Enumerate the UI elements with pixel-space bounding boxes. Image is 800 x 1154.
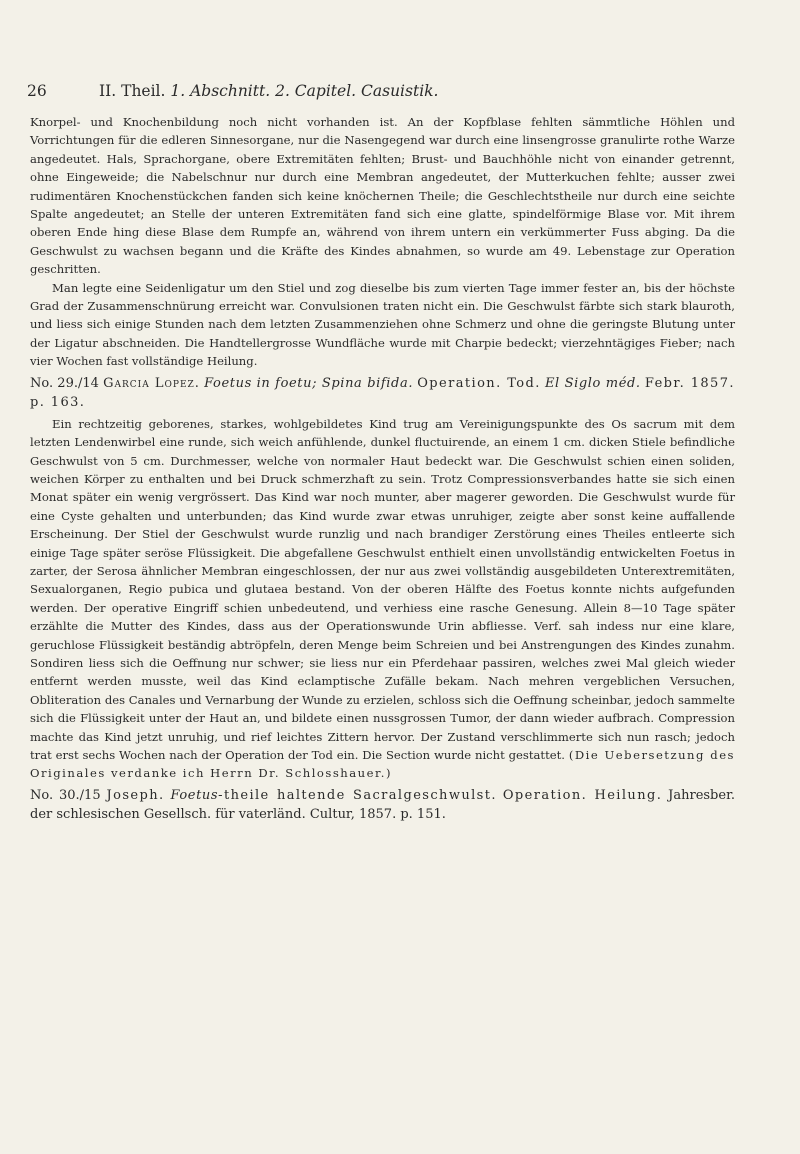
case-source: Jahresber. der schlesischen Gesellsch. für vaterländ. Cultur, 1857. p. 151. xyxy=(30,787,735,822)
case-number: No. 29./14 xyxy=(30,375,99,391)
case-source-journal: El Siglo méd. xyxy=(544,375,641,391)
page-number: 26 xyxy=(27,82,47,100)
case-author: Garcia Lopez. xyxy=(103,375,200,391)
case-outcome: Operation. Tod. xyxy=(417,375,541,391)
main-text xyxy=(30,113,735,824)
header-chapter: 2. Capitel. xyxy=(275,82,357,100)
case-number: No. 30./15 xyxy=(30,787,101,803)
paragraph-case-29 xyxy=(30,415,735,783)
case-outcome: Operation. Heilung. xyxy=(502,787,663,803)
header-topic: Casuistik. xyxy=(361,82,439,100)
case-title-italic: Foetus xyxy=(170,787,219,803)
case-title: Foetus in foetu; Spina bifida. xyxy=(204,375,414,391)
case-author: Joseph. xyxy=(106,787,165,803)
translation-note: (Die Uebersetzung des Originales verdanke ich Herrn Dr. Schlosshauer.) xyxy=(30,748,736,781)
case-heading-30 xyxy=(30,786,735,824)
case-title-rest: -theile haltende Sacralgeschwulst. xyxy=(218,787,497,803)
header-section: 1. Abschnitt. xyxy=(170,82,271,100)
case-29-text: Ein rechtzeitig geborenes, starkes, wohlgebildetes Kind trug am Vereinigungspunkte des Os sacrum mit dem letzten Lendenwirbel eine runde, sich weich anfühlende, dunkel fluctuirende, an einem 1 cm. dicken Stiele befindliche Geschwulst von 5 cm. Durchmesser, welche von normaler Haut bedeckt war. Die Geschwulst schien einen soliden, weichen Körper zu enthalten und bei Druck schmerzhaft zu sein. Trotz Compressionsverbandes hatte sie sich einen Monat später ein wenig vergrössert. Das Kind war noch munter, aber magerer geworden. Die Geschwulst wurde für eine Cyste gehalten und unterbunden; das Kind wurde zwar etwas unruhiger, zeigte aber sonst keine auffallende Erscheinung. Der Stiel der Geschwulst wurde runzlig und nach brandiger Zerstörung eines Theiles entleerte sich einige Tage später seröse Flüssigkeit. Die abgefallene Geschwulst enthielt einen unvollständig entwickelten Foetus in zarter, der Serosa ähnlicher Membran eingeschlossen, der nur aus zwei vollständig ausgebildeten Unterextremitäten, Sexualorganen, Regio pubica und glutaea bestand. Von der oberen Hälfte des Foetus konnte nichts aufgefunden werden. Der operative Eingriff schien unbedeutend, und verhiess eine rasche Genesung. Allein 8—10 Tage später erzählte die Mutter des Kindes, dass aus der Operationswunde Urin abfliesse. Verf. sah indess nur eine klare, geruchlose Flüssigkeit beständig abtröpfeln, deren Menge beim Schreien und bei Anstrengungen des Kindes zunahm. Sondiren liess sich die Oeffnung nur schwer; sie liess nur ein Pferdehaar passiren, welches zwei Mal gleich wieder entfernt werden musste, weil das Kind eclamptische Zufälle bekam. Nach mehren vergeblichen Versuchen, Obliteration des Canales und Vernarbung der Wunde zu erzielen, schloss sich die Oeffnung scheinbar, jedoch sammelte sich die Flüssigkeit unter der Haut an, und bildete einen nussgrossen Tumor, der dann wieder aufbrach. Compression machte das Kind jetzt unruhig, und rief leichtes Zittern hervor. Der Zustand verschlimmerte sich nun rasch; jedoch trat erst sechs Wochen nach der Operation der Tod ein. Die Section wurde nicht gestattet. xyxy=(30,416,735,762)
running-header xyxy=(27,82,727,104)
header-part: II. Theil. xyxy=(99,82,166,100)
paragraph-continued: Knorpel- und Knochenbildung noch nicht vorhanden ist. An der Kopfblase fehlten sämmtliche Höhlen und Vorrichtungen für die edleren Sinnesorgane, nur die Nasengegend war durch eine linsengrosse granulirte rothe Warze angedeutet. Hals, Sprachorgane, obere Extremitäten fehlten; Brust- und Bauchhöhle nicht von einander getrennt, ohne Eingeweide; die Nabelschnur nur durch eine Membran angedeutet, der Mutterkuchen fehlte; ausser zwei rudimentären Knochenstückchen fanden sich keine knöchernen Theile; die Geschlechtstheile nur durch eine seichte Spalte angedeutet; an Stelle der unteren Extremitäten fand sich eine glatte, spindelförmige Blase vor. Mit ihrem oberen Ende hing diese Blase dem Rumpfe an, während von ihrem untern ein verkümmerter Fuss abging. Da die Geschwulst zu wachsen begann und die Kräfte des Kindes abnahmen, so wurde am 49. Lebenstage zur Operation geschritten. xyxy=(30,115,735,277)
running-title xyxy=(99,82,438,100)
case-heading-29 xyxy=(30,374,735,412)
paragraph-operation: Man legte eine Seidenligatur um den Stiel und zog dieselbe bis zum vierten Tage immer fester an, bis der höchste Grad der Zusammenschnürung erreicht war. Convulsionen traten nicht ein. Die Geschwulst färbte sich stark blauroth, und liess sich einige Stunden nach dem letzten Zusammenziehen ohne Schmerz und ohne die geringste Blutung unter der Ligatur abschneiden. Die Handtellergrosse Wundfläche wurde mit Charpie bedeckt; vierzehntägiges Fieber; nach vier Wochen fast vollständige Heilung. xyxy=(30,280,735,369)
case-source-date: Febr. 1857. p. 163. xyxy=(30,375,735,410)
